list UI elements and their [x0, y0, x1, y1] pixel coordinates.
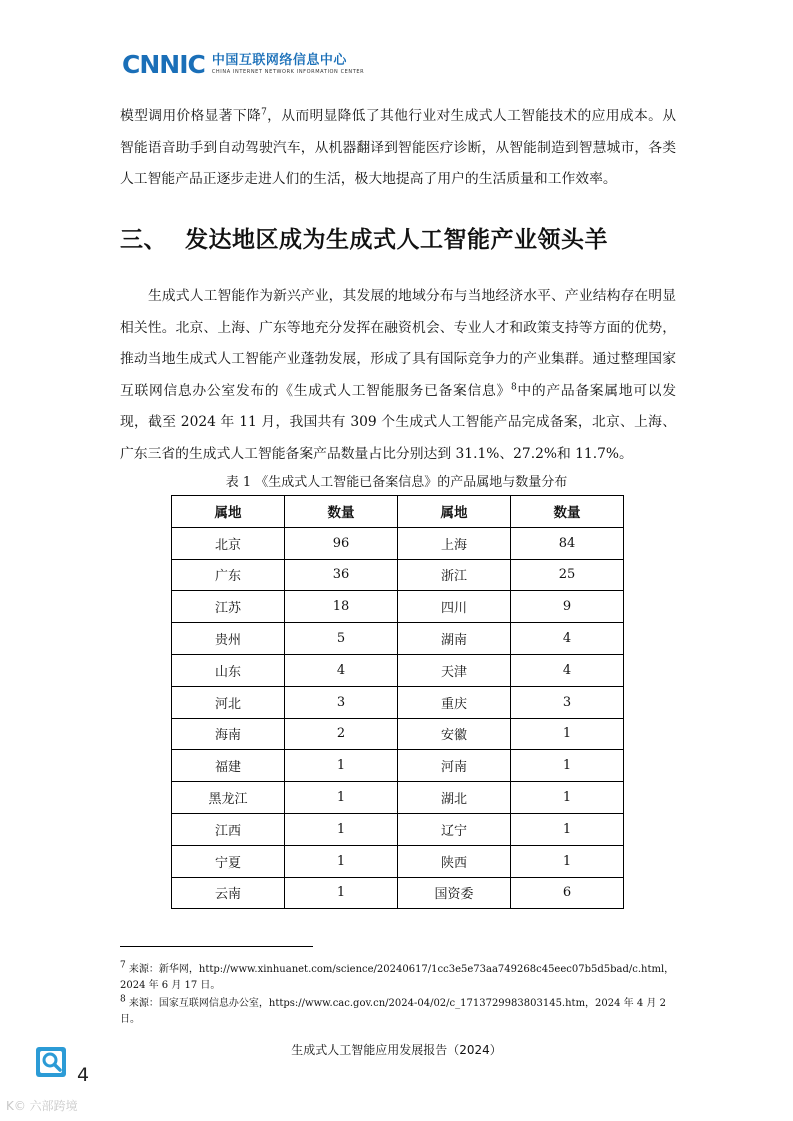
- table-row: [172, 527, 624, 559]
- report-title-footer: 生成式人工智能应用发展报告（2024）: [291, 1043, 502, 1057]
- org-name-en: CHINA INTERNET NETWORK INFORMATION CENTER: [211, 69, 365, 75]
- logo-mark: CNNIC: [122, 50, 205, 79]
- cell-region: 浙江: [397, 559, 510, 591]
- cell-region: 福建: [172, 750, 285, 782]
- table-row: [172, 782, 624, 814]
- table-row: [172, 686, 624, 718]
- cell-count: 1: [510, 813, 623, 845]
- table-row: [172, 845, 624, 877]
- cell-count: 1: [284, 845, 397, 877]
- footnote-text: 来源：新华网，http://www.xinhuanet.com/science/20240617/1cc3e5e73aa749268c45eec07b5d5bad/c.html，2024 年 6 月 17 日。: [120, 964, 675, 991]
- table-row: [172, 654, 624, 686]
- cell-count: 9: [510, 591, 623, 623]
- cell-count: 3: [510, 686, 623, 718]
- cell-count: 3: [284, 686, 397, 718]
- footnote-divider: [120, 946, 313, 947]
- table-header-row: [172, 496, 624, 528]
- cell-count: 4: [284, 654, 397, 686]
- report-magnifier-icon: [35, 1046, 67, 1078]
- table-row: [172, 877, 624, 909]
- cell-region: 湖北: [397, 782, 510, 814]
- cell-region: 辽宁: [397, 813, 510, 845]
- logo-text: [212, 54, 364, 75]
- cell-region: 江西: [172, 813, 285, 845]
- cell-count: 6: [510, 877, 623, 909]
- cell-region: 上海: [397, 527, 510, 559]
- cell-count: 1: [284, 877, 397, 909]
- footnote-text: 来源：国家互联网信息办公室，https://www.cac.gov.cn/2024-04/02/c_1713729983803145.htm，2024 年 4 月 2 日。: [120, 998, 666, 1025]
- cell-count: 4: [510, 654, 623, 686]
- cell-region: 北京: [172, 527, 285, 559]
- cell-count: 1: [284, 813, 397, 845]
- table-caption: 表 1 《生成式人工智能已备案信息》的产品属地与数量分布: [225, 475, 568, 490]
- section-number: 三、: [120, 227, 167, 253]
- cell-region: 四川: [397, 591, 510, 623]
- header-count-2: 数量: [510, 496, 623, 528]
- section-title: 发达地区成为生成式人工智能产业领头羊: [185, 227, 608, 253]
- table-row: [172, 750, 624, 782]
- cell-region: 贵州: [172, 623, 285, 655]
- region-count-table: [171, 495, 624, 909]
- intro-text-before: 模型调用价格显著下降: [120, 108, 262, 124]
- cell-region: 安徽: [397, 718, 510, 750]
- footnote-8: [120, 996, 676, 1027]
- footnote-7: [120, 962, 676, 993]
- cell-count: 36: [284, 559, 397, 591]
- table-row: [172, 813, 624, 845]
- footnote-ref-7[interactable]: 7: [261, 107, 267, 118]
- cell-region: 山东: [172, 654, 285, 686]
- cell-region: 重庆: [397, 686, 510, 718]
- cell-region: 云南: [172, 877, 285, 909]
- body-text-after: 中的产品备案属地可以发现，截至 2024 年 11 月，我国共有 309 个生成式人工智能产品完成备案，北京、上海、广东三省的生成式人工智能备案产品数量占比分别达到 31.1%、27.2%和 11.7%。: [120, 382, 677, 462]
- cell-region: 湖南: [397, 623, 510, 655]
- table-row: [172, 718, 624, 750]
- table-row: [172, 591, 624, 623]
- cell-count: 1: [510, 750, 623, 782]
- header-count-1: 数量: [284, 496, 397, 528]
- intro-paragraph: [120, 101, 676, 196]
- cell-region: 黑龙江: [172, 782, 285, 814]
- footnote-num: 7: [120, 960, 126, 971]
- cell-region: 天津: [397, 654, 510, 686]
- header-region-1: 属地: [172, 496, 285, 528]
- cell-region: 江苏: [172, 591, 285, 623]
- cell-count: 25: [510, 559, 623, 591]
- cnnic-logo: [122, 52, 364, 77]
- table-row: [172, 559, 624, 591]
- body-text-before: 生成式人工智能作为新兴产业，其发展的地域分布与当地经济水平、产业结构存在明显相关性。北京、上海、广东等地充分发挥在融资机会、专业人才和政策支持等方面的优势，推动当地生成式人工智能产业蓬勃发展，形成了具有国际竞争力的产业集群。通过整理国家互联网信息办公室发布的《生成式人工智能服务已备案信息》: [120, 288, 676, 399]
- intro-text-after: ，从而明显降低了其他行业对生成式人工智能技术的应用成本。从智能语音助手到自动驾驶汽车，从机器翻译到智能医疗诊断，从智能制造到智慧城市，各类人工智能产品正逐步走进人们的生活，极大地提高了用户的生活质量和工作效率。: [120, 108, 676, 187]
- cell-count: 1: [284, 750, 397, 782]
- cell-region: 河北: [172, 686, 285, 718]
- section-heading: [120, 221, 608, 254]
- cell-region: 陕西: [397, 845, 510, 877]
- watermark-text: K© 六部跨境: [6, 1099, 78, 1113]
- table-row: [172, 623, 624, 655]
- cell-count: 18: [284, 591, 397, 623]
- cell-region: 宁夏: [172, 845, 285, 877]
- cell-count: 1: [510, 845, 623, 877]
- cell-count: 1: [284, 782, 397, 814]
- cell-count: 1: [510, 718, 623, 750]
- cell-count: 1: [510, 782, 623, 814]
- cell-region: 广东: [172, 559, 285, 591]
- cell-region: 河南: [397, 750, 510, 782]
- cell-count: 2: [284, 718, 397, 750]
- cell-count: 4: [510, 623, 623, 655]
- cell-count: 96: [284, 527, 397, 559]
- cell-count: 84: [510, 527, 623, 559]
- footnote-ref-8[interactable]: 8: [510, 381, 517, 392]
- cell-region: 国资委: [397, 877, 510, 909]
- cell-region: 海南: [172, 718, 285, 750]
- cell-count: 5: [284, 623, 397, 655]
- footnote-num: 8: [120, 994, 126, 1005]
- page-number: 4: [77, 1064, 90, 1086]
- body-paragraph: [120, 281, 676, 470]
- org-name-cn: 中国互联网络信息中心: [211, 53, 347, 68]
- header-region-2: 属地: [397, 496, 510, 528]
- footnotes: [120, 962, 676, 1030]
